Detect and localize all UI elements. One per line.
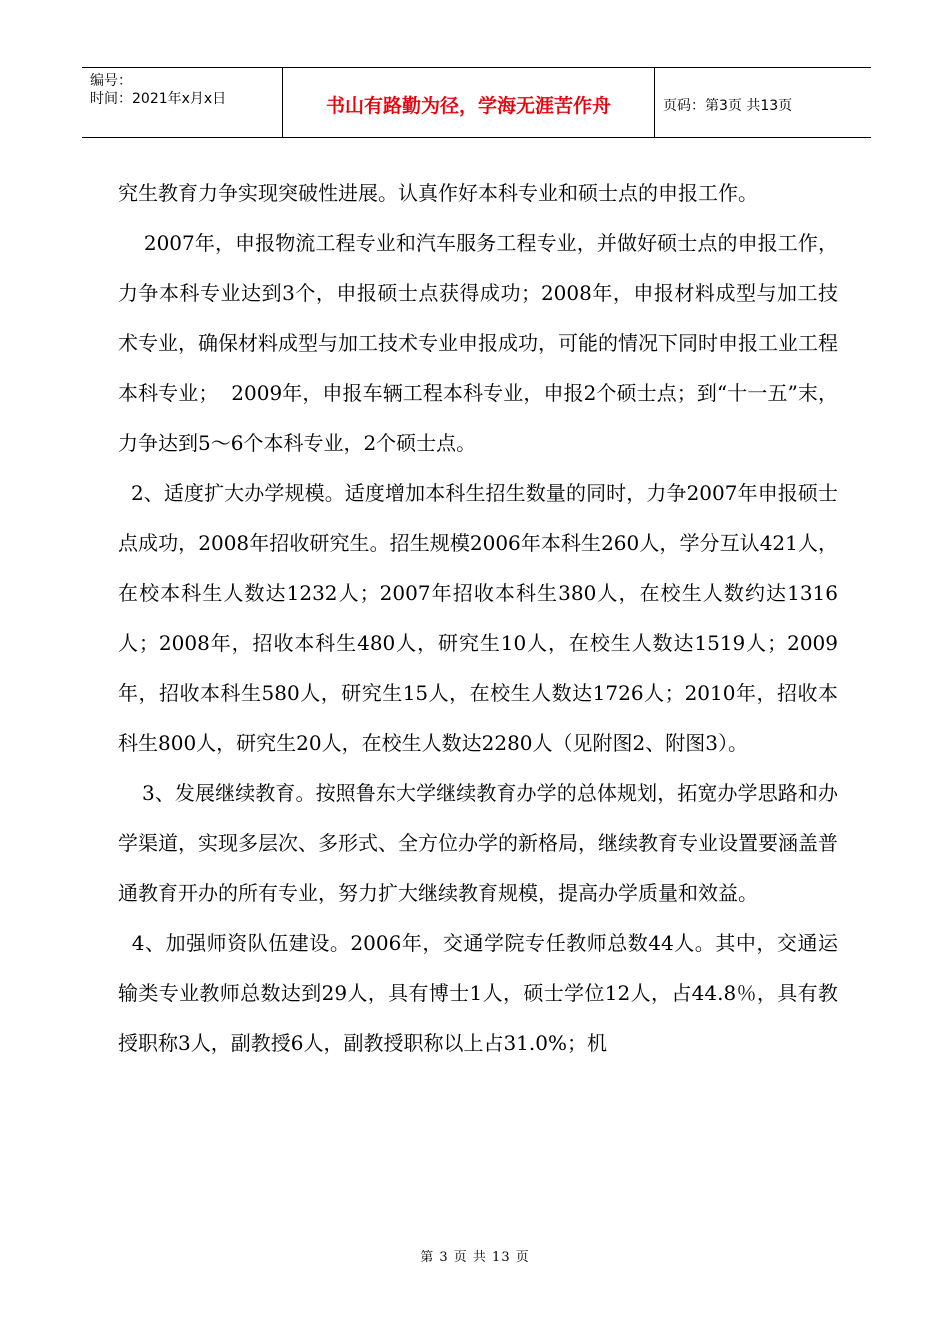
paragraph-continuing-education: 3、发展继续教育。按照鲁东大学继续教育办学的总体规划，拓宽办学思路和办学渠道，实现多层次、多形式、全方位办学的新格局，继续教育专业设置要涵盖普通教育开办的所有专业，努力扩大继续教育规模，提高办学质量和效益。 [118, 781, 838, 905]
header-motto: 书山有路勤为径，学海无涯苦作舟 [283, 68, 655, 137]
header-meta [82, 68, 283, 137]
header-page-info: 页码：第3页 共13页 [663, 97, 793, 114]
paragraph-continuation: 究生教育力争实现突破性进展。认真作好本科专业和硕士点的申报工作。 [118, 181, 758, 205]
document-time-label: 时间：2021年x月x日 [90, 91, 227, 107]
paragraph-enrollment-scale: 2、适度扩大办学规模。适度增加本科生招生数量的同时，力争2007年申报硕士点成功，2008年招收研究生。招生规模2006年本科生260人，学分互认421人，在校本科生人数达1232人；2007年招收本科生380人，在校生人数约达1316人；2008年，招收本科生480人，研究生10人，在校生人数达1519人；2009年，招收本科生580人，研究生15人，在校生人数达1726人；2010年，招收本科生800人，研究生20人，在校生人数达2280人（见附图2、附图3）。 [118, 481, 839, 755]
paragraph-specialty-plan: 2007年，申报物流工程专业和汽车服务工程专业，并做好硕士点的申报工作，力争本科专业达到3个，申报硕士点获得成功；2008年，申报材料成型与加工技术专业，确保材料成型与加工技术专业申报成功，可能的情况下同时申报工业工程本科专业； 2009年，申报车辆工程本科专业，申报2个硕士点；到“十一五”末，力争达到5～6个本科专业，2个硕士点。 [118, 231, 838, 455]
document-body [118, 168, 838, 1068]
document-number-label: 编号： [90, 73, 132, 89]
paragraph-faculty-building: 4、加强师资队伍建设。2006年，交通学院专任教师总数44人。其中，交通运输类专业教师总数达到29人，具有博士1人，硕士学位12人，占44.8％，具有教授职称3人，副教授6人，副教授职称以上占31.0%；机 [118, 931, 839, 1055]
page-header [82, 67, 871, 138]
page-footer: 第 3 页 共 13 页 [420, 1250, 530, 1265]
